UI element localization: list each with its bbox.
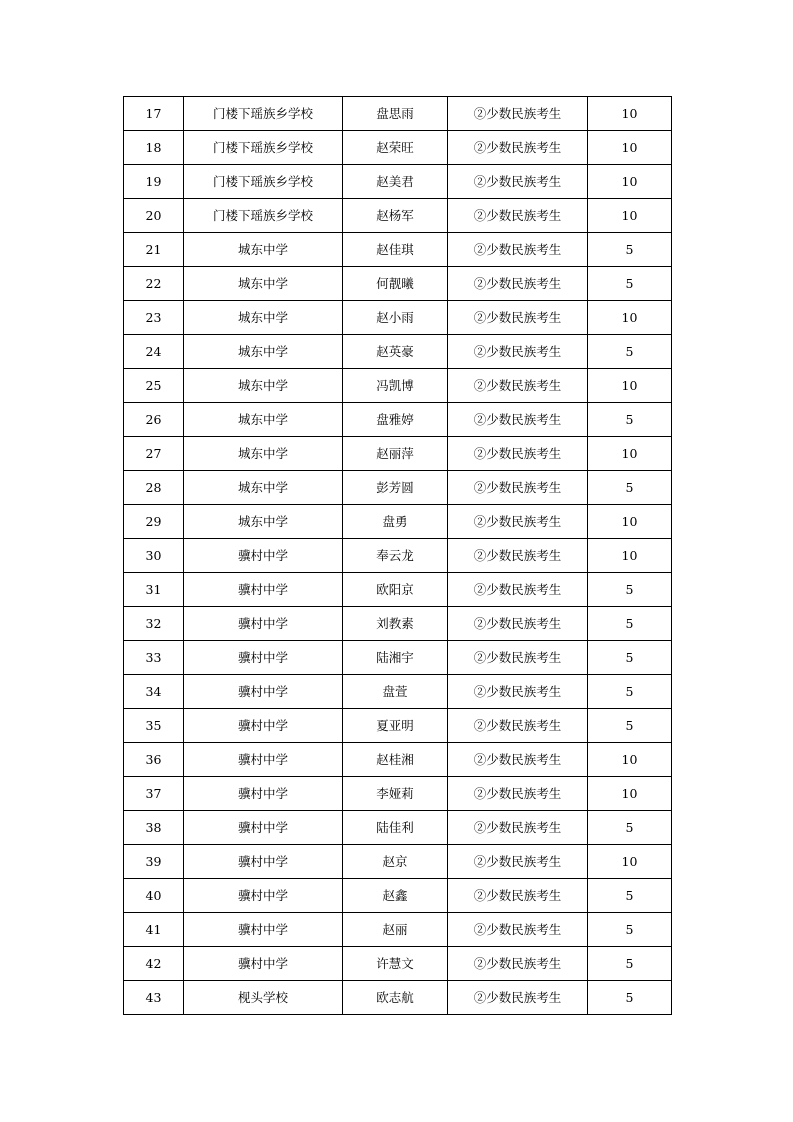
school-cell: 骥村中学 bbox=[184, 539, 343, 573]
row-number-cell: 19 bbox=[124, 165, 184, 199]
row-number-cell: 41 bbox=[124, 913, 184, 947]
student-name-cell: 何靓曦 bbox=[343, 267, 448, 301]
row-number-cell: 38 bbox=[124, 811, 184, 845]
table-row bbox=[124, 777, 672, 811]
bonus-points-cell: 5 bbox=[588, 811, 672, 845]
row-number-cell: 18 bbox=[124, 131, 184, 165]
row-number-cell: 43 bbox=[124, 981, 184, 1015]
school-cell: 城东中学 bbox=[184, 335, 343, 369]
student-name-cell: 赵美君 bbox=[343, 165, 448, 199]
school-cell: 城东中学 bbox=[184, 301, 343, 335]
student-name-cell: 陆佳利 bbox=[343, 811, 448, 845]
student-name-cell: 冯凯博 bbox=[343, 369, 448, 403]
school-cell: 城东中学 bbox=[184, 369, 343, 403]
table-row bbox=[124, 607, 672, 641]
table-row bbox=[124, 539, 672, 573]
bonus-points-cell: 5 bbox=[588, 947, 672, 981]
school-cell: 骥村中学 bbox=[184, 811, 343, 845]
row-number-cell: 36 bbox=[124, 743, 184, 777]
bonus-points-cell: 5 bbox=[588, 573, 672, 607]
category-cell: ②少数民族考生 bbox=[448, 947, 588, 981]
row-number-cell: 20 bbox=[124, 199, 184, 233]
school-cell: 骥村中学 bbox=[184, 607, 343, 641]
table-row bbox=[124, 675, 672, 709]
row-number-cell: 26 bbox=[124, 403, 184, 437]
bonus-points-cell: 5 bbox=[588, 607, 672, 641]
school-cell: 门楼下瑶族乡学校 bbox=[184, 199, 343, 233]
student-name-cell: 欧阳京 bbox=[343, 573, 448, 607]
category-cell: ②少数民族考生 bbox=[448, 335, 588, 369]
category-cell: ②少数民族考生 bbox=[448, 369, 588, 403]
bonus-points-cell: 10 bbox=[588, 743, 672, 777]
student-name-cell: 盘勇 bbox=[343, 505, 448, 539]
row-number-cell: 35 bbox=[124, 709, 184, 743]
student-name-cell: 赵京 bbox=[343, 845, 448, 879]
school-cell: 枧头学校 bbox=[184, 981, 343, 1015]
category-cell: ②少数民族考生 bbox=[448, 199, 588, 233]
roster-table-body bbox=[124, 97, 672, 1015]
bonus-points-cell: 5 bbox=[588, 641, 672, 675]
student-name-cell: 赵杨军 bbox=[343, 199, 448, 233]
student-name-cell: 盘萱 bbox=[343, 675, 448, 709]
category-cell: ②少数民族考生 bbox=[448, 845, 588, 879]
table-row bbox=[124, 233, 672, 267]
category-cell: ②少数民族考生 bbox=[448, 233, 588, 267]
bonus-points-cell: 10 bbox=[588, 437, 672, 471]
school-cell: 骥村中学 bbox=[184, 879, 343, 913]
category-cell: ②少数民族考生 bbox=[448, 301, 588, 335]
category-cell: ②少数民族考生 bbox=[448, 97, 588, 131]
table-row bbox=[124, 981, 672, 1015]
school-cell: 城东中学 bbox=[184, 267, 343, 301]
bonus-points-cell: 10 bbox=[588, 97, 672, 131]
table-row bbox=[124, 811, 672, 845]
bonus-points-cell: 10 bbox=[588, 131, 672, 165]
roster-table bbox=[123, 96, 672, 1015]
student-name-cell: 许慧文 bbox=[343, 947, 448, 981]
category-cell: ②少数民族考生 bbox=[448, 573, 588, 607]
bonus-points-cell: 5 bbox=[588, 913, 672, 947]
roster-table-container bbox=[123, 96, 671, 1015]
row-number-cell: 21 bbox=[124, 233, 184, 267]
school-cell: 骥村中学 bbox=[184, 845, 343, 879]
category-cell: ②少数民族考生 bbox=[448, 471, 588, 505]
bonus-points-cell: 5 bbox=[588, 335, 672, 369]
table-row bbox=[124, 879, 672, 913]
bonus-points-cell: 10 bbox=[588, 505, 672, 539]
table-row bbox=[124, 743, 672, 777]
table-row bbox=[124, 335, 672, 369]
bonus-points-cell: 10 bbox=[588, 369, 672, 403]
school-cell: 城东中学 bbox=[184, 437, 343, 471]
table-row bbox=[124, 369, 672, 403]
bonus-points-cell: 10 bbox=[588, 165, 672, 199]
table-row bbox=[124, 505, 672, 539]
student-name-cell: 赵荣旺 bbox=[343, 131, 448, 165]
category-cell: ②少数民族考生 bbox=[448, 777, 588, 811]
table-row bbox=[124, 97, 672, 131]
row-number-cell: 24 bbox=[124, 335, 184, 369]
student-name-cell: 赵丽萍 bbox=[343, 437, 448, 471]
category-cell: ②少数民族考生 bbox=[448, 165, 588, 199]
school-cell: 骥村中学 bbox=[184, 743, 343, 777]
student-name-cell: 陆湘宇 bbox=[343, 641, 448, 675]
bonus-points-cell: 5 bbox=[588, 471, 672, 505]
bonus-points-cell: 10 bbox=[588, 199, 672, 233]
category-cell: ②少数民族考生 bbox=[448, 131, 588, 165]
row-number-cell: 23 bbox=[124, 301, 184, 335]
student-name-cell: 赵佳琪 bbox=[343, 233, 448, 267]
bonus-points-cell: 10 bbox=[588, 301, 672, 335]
school-cell: 骥村中学 bbox=[184, 675, 343, 709]
bonus-points-cell: 5 bbox=[588, 403, 672, 437]
student-name-cell: 李娅莉 bbox=[343, 777, 448, 811]
school-cell: 城东中学 bbox=[184, 471, 343, 505]
bonus-points-cell: 5 bbox=[588, 879, 672, 913]
category-cell: ②少数民族考生 bbox=[448, 879, 588, 913]
row-number-cell: 34 bbox=[124, 675, 184, 709]
category-cell: ②少数民族考生 bbox=[448, 981, 588, 1015]
bonus-points-cell: 10 bbox=[588, 777, 672, 811]
school-cell: 城东中学 bbox=[184, 403, 343, 437]
school-cell: 骥村中学 bbox=[184, 777, 343, 811]
table-row bbox=[124, 165, 672, 199]
table-row bbox=[124, 709, 672, 743]
bonus-points-cell: 5 bbox=[588, 981, 672, 1015]
row-number-cell: 40 bbox=[124, 879, 184, 913]
bonus-points-cell: 10 bbox=[588, 845, 672, 879]
student-name-cell: 赵丽 bbox=[343, 913, 448, 947]
category-cell: ②少数民族考生 bbox=[448, 539, 588, 573]
row-number-cell: 25 bbox=[124, 369, 184, 403]
row-number-cell: 42 bbox=[124, 947, 184, 981]
category-cell: ②少数民族考生 bbox=[448, 709, 588, 743]
row-number-cell: 32 bbox=[124, 607, 184, 641]
table-row bbox=[124, 403, 672, 437]
row-number-cell: 31 bbox=[124, 573, 184, 607]
row-number-cell: 30 bbox=[124, 539, 184, 573]
table-row bbox=[124, 301, 672, 335]
table-row bbox=[124, 573, 672, 607]
student-name-cell: 赵英豪 bbox=[343, 335, 448, 369]
row-number-cell: 27 bbox=[124, 437, 184, 471]
school-cell: 门楼下瑶族乡学校 bbox=[184, 131, 343, 165]
school-cell: 骥村中学 bbox=[184, 709, 343, 743]
table-row bbox=[124, 131, 672, 165]
student-name-cell: 奉云龙 bbox=[343, 539, 448, 573]
category-cell: ②少数民族考生 bbox=[448, 403, 588, 437]
category-cell: ②少数民族考生 bbox=[448, 811, 588, 845]
student-name-cell: 赵小雨 bbox=[343, 301, 448, 335]
student-name-cell: 刘教素 bbox=[343, 607, 448, 641]
bonus-points-cell: 5 bbox=[588, 675, 672, 709]
table-row bbox=[124, 641, 672, 675]
row-number-cell: 22 bbox=[124, 267, 184, 301]
category-cell: ②少数民族考生 bbox=[448, 675, 588, 709]
category-cell: ②少数民族考生 bbox=[448, 913, 588, 947]
school-cell: 骥村中学 bbox=[184, 913, 343, 947]
school-cell: 骥村中学 bbox=[184, 641, 343, 675]
school-cell: 骥村中学 bbox=[184, 947, 343, 981]
table-row bbox=[124, 267, 672, 301]
row-number-cell: 33 bbox=[124, 641, 184, 675]
category-cell: ②少数民族考生 bbox=[448, 267, 588, 301]
table-row bbox=[124, 913, 672, 947]
category-cell: ②少数民族考生 bbox=[448, 607, 588, 641]
student-name-cell: 彭芳圆 bbox=[343, 471, 448, 505]
table-row bbox=[124, 437, 672, 471]
category-cell: ②少数民族考生 bbox=[448, 437, 588, 471]
row-number-cell: 29 bbox=[124, 505, 184, 539]
school-cell: 城东中学 bbox=[184, 505, 343, 539]
student-name-cell: 盘思雨 bbox=[343, 97, 448, 131]
bonus-points-cell: 10 bbox=[588, 539, 672, 573]
bonus-points-cell: 5 bbox=[588, 267, 672, 301]
table-row bbox=[124, 199, 672, 233]
row-number-cell: 39 bbox=[124, 845, 184, 879]
table-row bbox=[124, 947, 672, 981]
table-row bbox=[124, 845, 672, 879]
school-cell: 骥村中学 bbox=[184, 573, 343, 607]
category-cell: ②少数民族考生 bbox=[448, 641, 588, 675]
student-name-cell: 盘雅婷 bbox=[343, 403, 448, 437]
category-cell: ②少数民族考生 bbox=[448, 505, 588, 539]
school-cell: 门楼下瑶族乡学校 bbox=[184, 97, 343, 131]
category-cell: ②少数民族考生 bbox=[448, 743, 588, 777]
row-number-cell: 37 bbox=[124, 777, 184, 811]
student-name-cell: 欧志航 bbox=[343, 981, 448, 1015]
school-cell: 城东中学 bbox=[184, 233, 343, 267]
bonus-points-cell: 5 bbox=[588, 233, 672, 267]
bonus-points-cell: 5 bbox=[588, 709, 672, 743]
student-name-cell: 赵鑫 bbox=[343, 879, 448, 913]
row-number-cell: 28 bbox=[124, 471, 184, 505]
student-name-cell: 赵桂湘 bbox=[343, 743, 448, 777]
row-number-cell: 17 bbox=[124, 97, 184, 131]
student-name-cell: 夏亚明 bbox=[343, 709, 448, 743]
school-cell: 门楼下瑶族乡学校 bbox=[184, 165, 343, 199]
table-row bbox=[124, 471, 672, 505]
